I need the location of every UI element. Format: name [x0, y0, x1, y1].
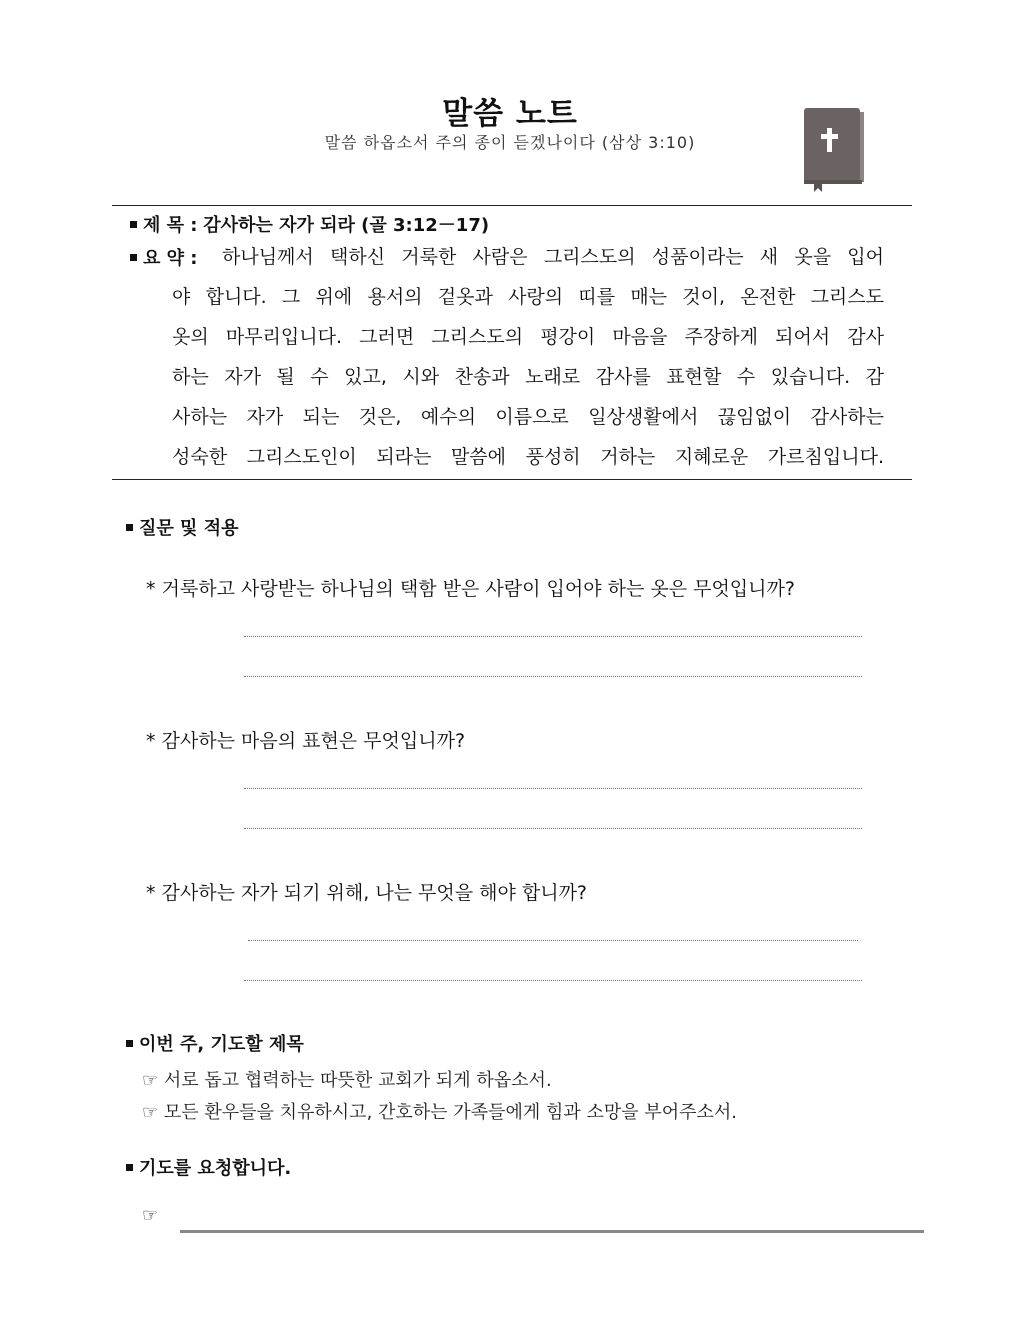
answer-line[interactable]	[244, 828, 862, 829]
bible-cross-icon	[802, 106, 866, 192]
summary-line: 옷의 마무리입니다. 그러면 그리스도의 평강이 마음을 주장하게 되어서 감사	[172, 326, 884, 348]
top-divider	[112, 205, 912, 206]
summary-label: 요 약 :	[143, 248, 198, 269]
square-bullet-icon	[126, 1164, 133, 1171]
answer-line[interactable]	[244, 676, 862, 677]
summary-line: 사하는 자가 되는 것은, 예수의 이름으로 일상생활에서 끊임없이 감사하는	[172, 406, 884, 428]
prayer-topic-item: ☞ 모든 환우들을 치유하시고, 간호하는 가족들에게 힘과 소망을 부어주소서.	[142, 1102, 737, 1123]
prayer-topics-heading: 이번 주, 기도할 제목	[139, 1034, 304, 1055]
summary-label-row	[130, 244, 198, 270]
answer-line[interactable]	[244, 980, 862, 981]
prayer-request-heading-row	[126, 1154, 291, 1180]
summary-divider	[112, 479, 912, 480]
prayer-request-heading: 기도를 요청합니다.	[139, 1158, 292, 1179]
page-title: 말씀 노트	[442, 96, 578, 132]
prayer-topics-heading-row	[126, 1030, 304, 1056]
prayer-request-line[interactable]	[180, 1230, 924, 1233]
sermon-title-value: 감사하는 자가 되라 (골 3:12－17)	[203, 215, 490, 236]
summary-line: 야 합니다. 그 위에 용서의 겉옷과 사랑의 띠를 매는 것이, 온전한 그리스도	[172, 286, 884, 308]
answer-line[interactable]	[248, 940, 858, 941]
summary-line: 하는 자가 될 수 있고, 시와 찬송과 노래로 감사를 표현할 수 있습니다. 감	[172, 366, 884, 388]
prayer-topic-item: ☞ 서로 돕고 협력하는 따뜻한 교회가 되게 하옵소서.	[142, 1070, 552, 1091]
square-bullet-icon	[130, 221, 137, 228]
sermon-title-row	[130, 211, 489, 237]
summary-line: 하나님께서 택하신 거룩한 사람은 그리스도의 성품이라는 새 옷을 입어	[222, 246, 884, 268]
question-item: * 감사하는 마음의 표현은 무엇입니까?	[146, 730, 466, 752]
summary-line: 성숙한 그리스도인이 되라는 말씀에 풍성히 거하는 지혜로운 가르침입니다.	[172, 446, 884, 468]
questions-heading-row	[126, 514, 238, 540]
square-bullet-icon	[130, 254, 137, 261]
answer-line[interactable]	[244, 636, 862, 637]
page-subtitle: 말씀 하옵소서 주의 종이 듣겠나이다 (삼상 3:10)	[324, 133, 696, 152]
questions-heading: 질문 및 적용	[139, 518, 239, 539]
pointing-hand-icon: ☞	[142, 1205, 159, 1226]
question-item: * 감사하는 자가 되기 위해, 나는 무엇을 해야 합니까?	[146, 882, 588, 904]
square-bullet-icon	[126, 1040, 133, 1047]
sermon-title-label: 제 목 :	[143, 215, 198, 236]
question-item: * 거룩하고 사랑받는 하나님의 택함 받은 사람이 입어야 하는 옷은 무엇입니까?	[146, 578, 795, 600]
square-bullet-icon	[126, 524, 133, 531]
answer-line[interactable]	[244, 788, 862, 789]
